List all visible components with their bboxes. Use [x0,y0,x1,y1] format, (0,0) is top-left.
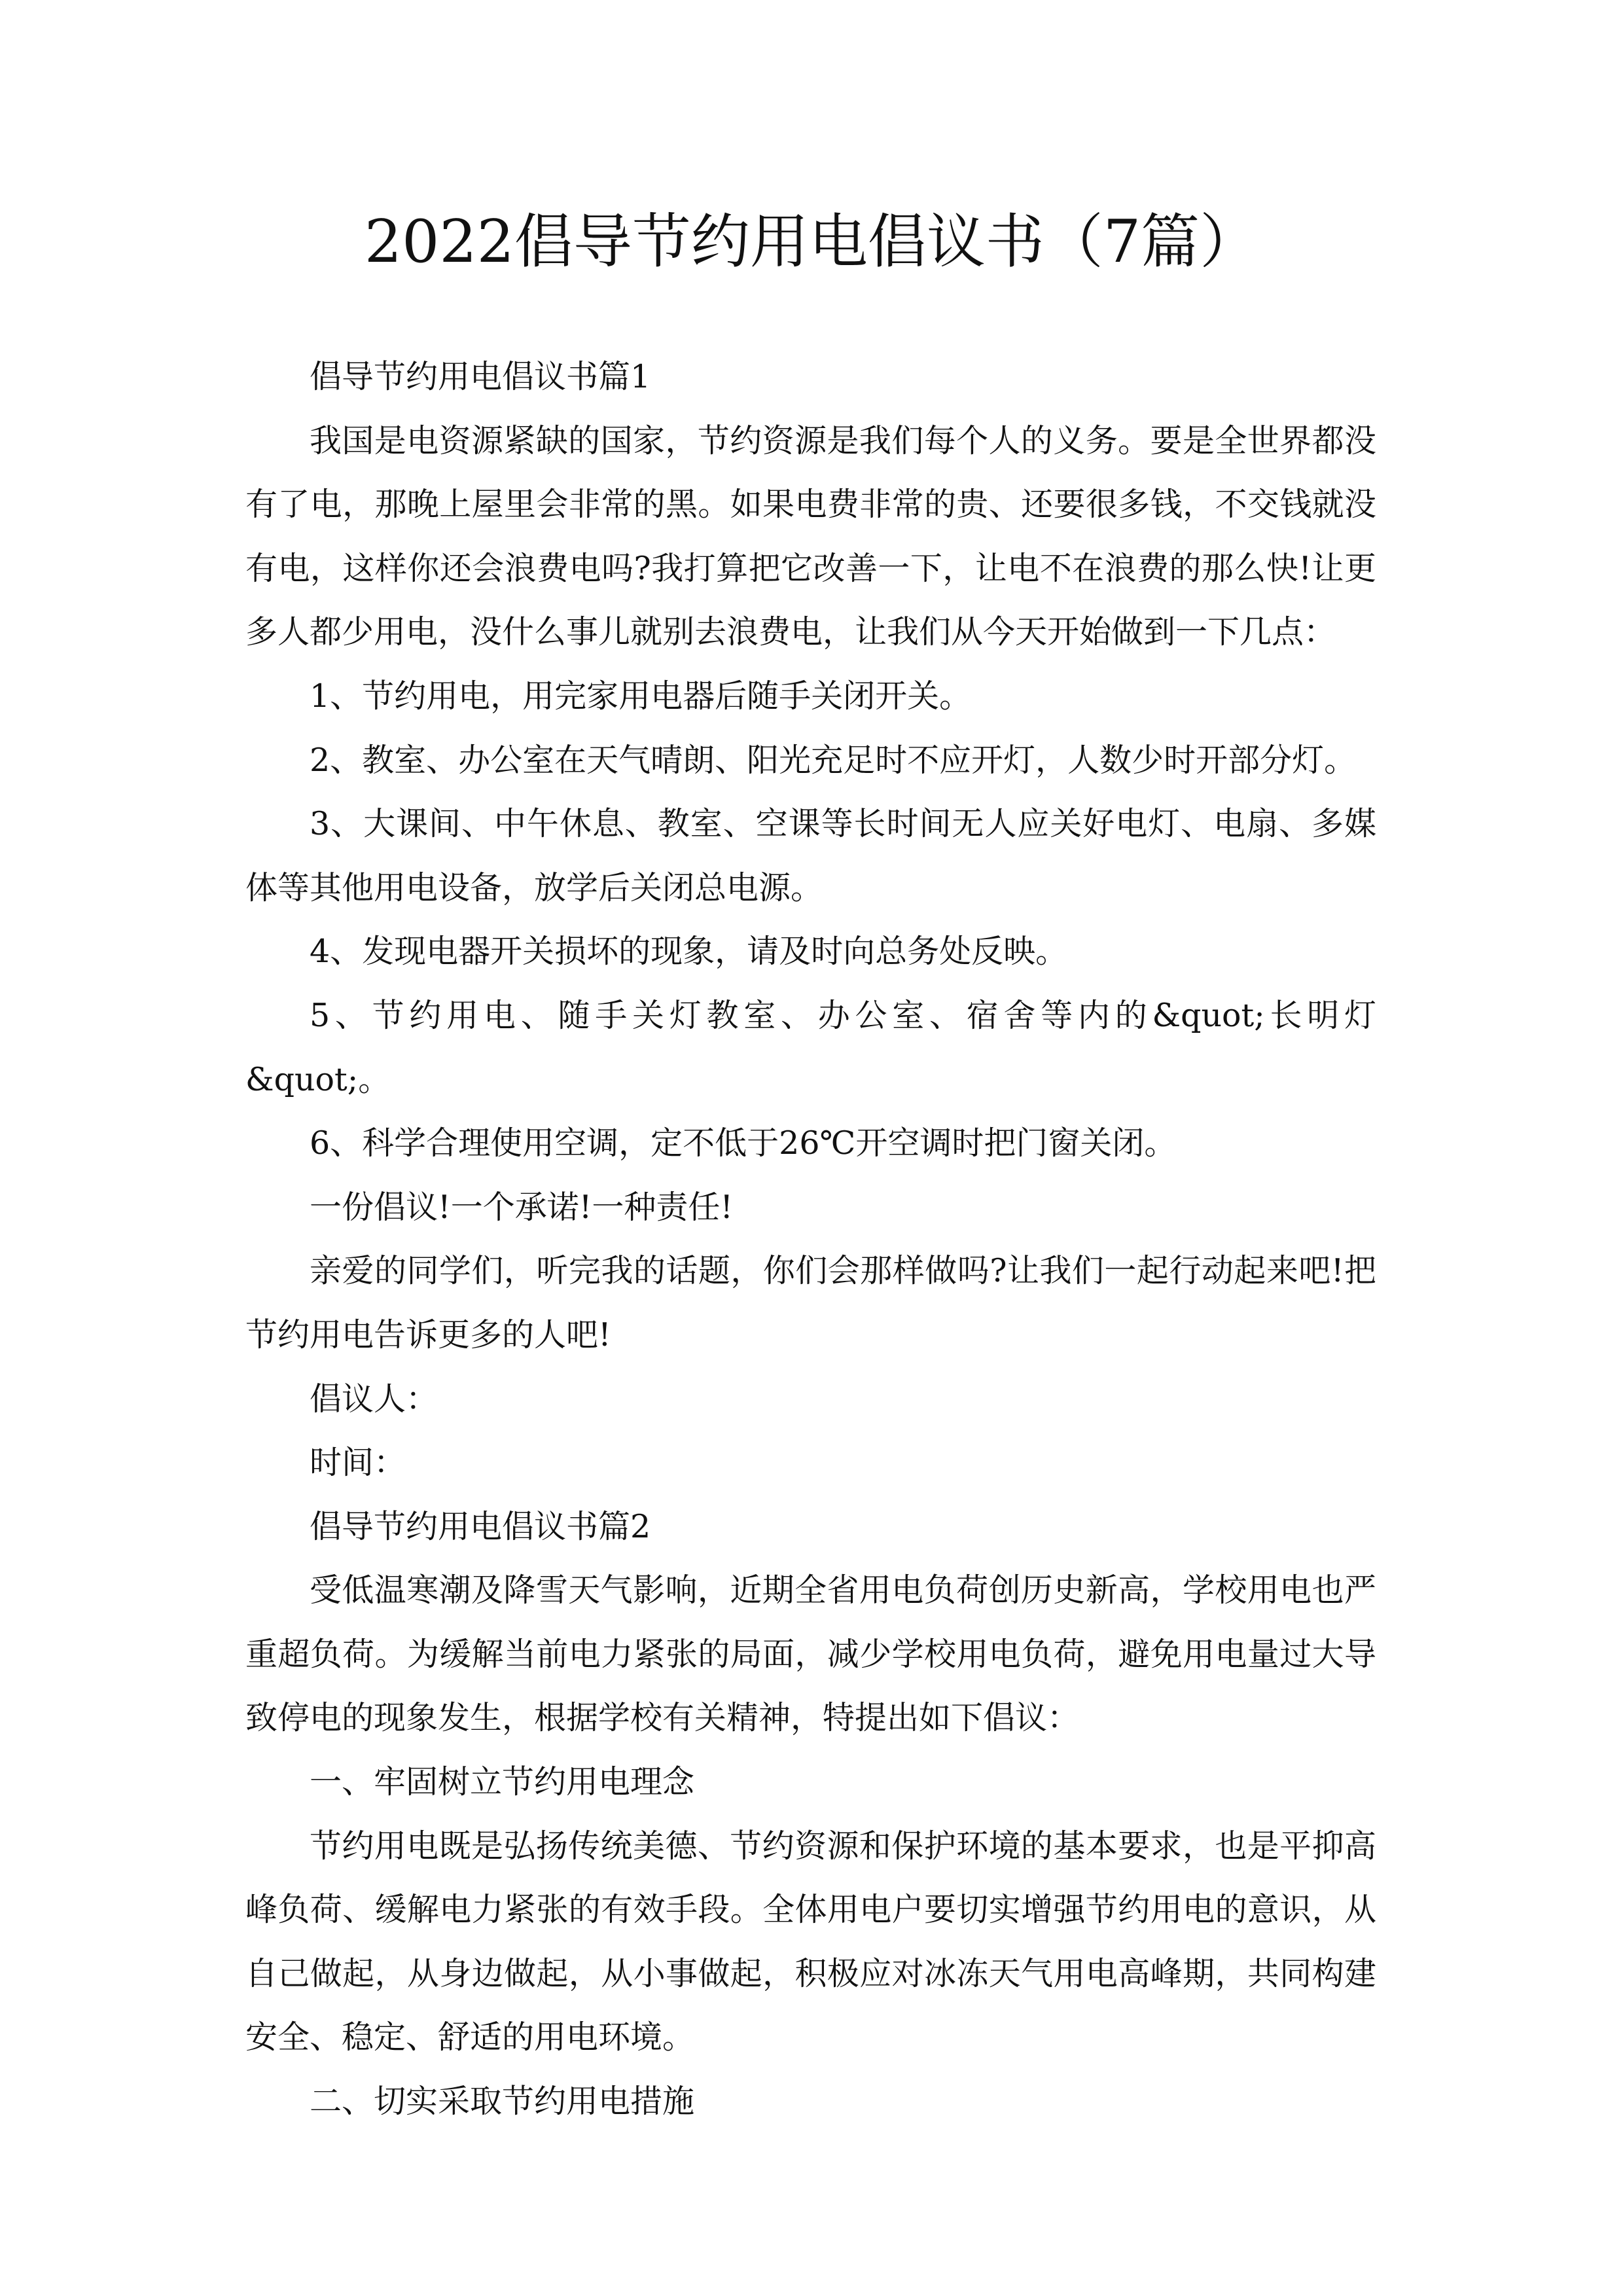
subheading: 二、切实采取节约用电措施 [310,2083,695,2121]
list-item: 6、科学合理使用空调，定不低于26℃开空调时把门窗关闭。 [310,1124,1177,1162]
paragraph: 受低温寒潮及降雪天气影响，近期全省用电负荷创历史新高，学校用电也严重超负荷。为缓解当前电力紧张的局面，减少学校用电负荷，避免用电量过大导致停电的现象发生，根据学校有关精神，特提出如下倡议： [245,1571,1376,1737]
document-body [245,345,1376,2134]
subheading: 一、牢固树立节约用电理念 [310,1763,695,1801]
signature-label: 倡议人： [310,1380,438,1418]
document-title: 2022倡导节约用电倡议书（7篇） [364,207,1259,276]
paragraph: 我国是电资源紧缺的国家，节约资源是我们每个人的义务。要是全世界都没有了电，那晚上屋里会非常的黑。如果电费非常的贵、还要很多钱，不交钱就没有电，这样你还会浪费电吗?我打算把它改善一下，让电不在浪费的那么快!让更多人都少用电，没什么事儿就别去浪费电，让我们从今天开始做到一下几点： [245,422,1376,651]
section-heading: 倡导节约用电倡议书篇1 [310,358,651,395]
paragraph: 一份倡议!一个承诺!一种责任! [310,1188,734,1226]
date-label: 时间： [310,1444,406,1482]
list-item: 5、节约用电、随手关灯教室、办公室、宿舍等内的&quot;长明灯&quot;。 [245,996,1376,1098]
paragraph: 亲爱的同学们，听完我的话题，你们会那样做吗?让我们一起行动起来吧!把节约用电告诉更多的人吧! [245,1252,1376,1354]
list-item: 4、发现电器开关损坏的现象，请及时向总务处反映。 [310,933,1068,971]
list-item: 3、大课间、中午休息、教室、空课等长时间无人应关好电灯、电扇、多媒体等其他用电设备，放学后关闭总电源。 [245,805,1376,906]
list-item: 1、节约用电，用完家用电器后随手关闭开关。 [310,677,972,715]
list-item: 2、教室、办公室在天气晴朗、阳光充足时不应开灯，人数少时开部分灯。 [310,741,1357,779]
paragraph: 节约用电既是弘扬传统美德、节约资源和保护环境的基本要求，也是平抑高峰负荷、缓解电力紧张的有效手段。全体用电户要切实增强节约用电的意识，从自己做起，从身边做起，从小事做起，积极应对冰冻天气用电高峰期，共同构建安全、稳定、舒适的用电环境。 [245,1827,1376,2056]
section-heading: 倡导节约用电倡议书篇2 [310,1507,651,1545]
